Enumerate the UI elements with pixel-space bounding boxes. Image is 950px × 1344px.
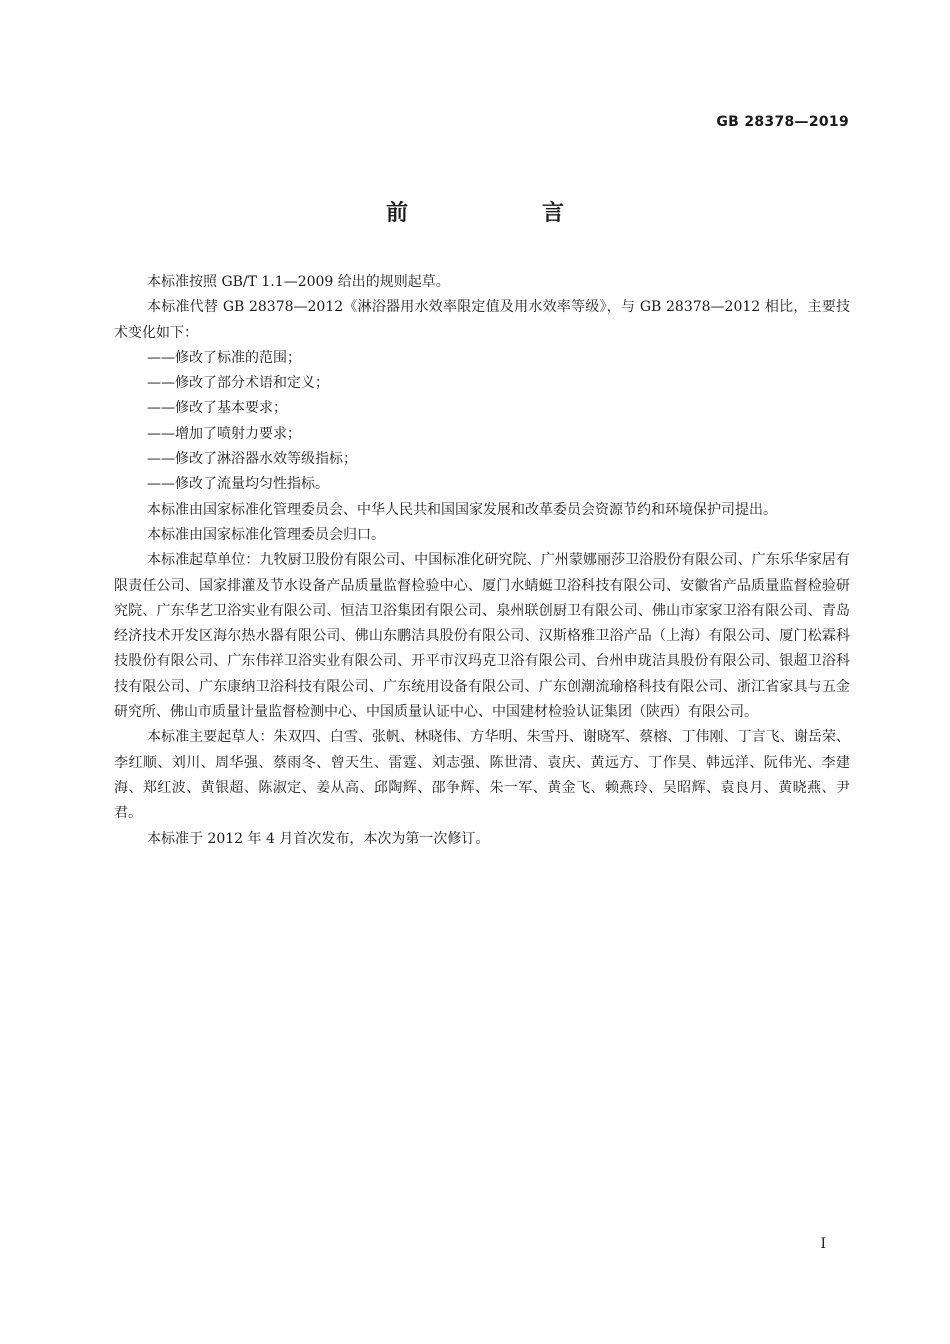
change-item-terms: ——修改了部分术语和定义； xyxy=(147,375,329,392)
change-item-efficiency-grades: ——修改了淋浴器水效等级指标； xyxy=(147,451,357,468)
paragraph-replaces: 本标准代替 GB 28378—2012《淋浴器用水效率限定值及用水效率等级》，与 GB 28378—2012 相比，主要技术变化如下： xyxy=(114,299,850,341)
change-item-flow-uniformity: ——修改了流量均匀性指标。 xyxy=(147,476,329,493)
foreword-content xyxy=(114,270,850,852)
page-title: 前 言 xyxy=(385,201,620,226)
page-number: I xyxy=(820,1236,826,1252)
paragraph-drafters: 本标准主要起草人：朱双四、白雪、张帆、林晓伟、方华明、朱雪丹、谢晓军、蔡榕、丁伟刚、丁言飞、谢岳荣、李红顺、刘川、周华强、蔡雨冬、曾天生、雷霆、刘志强、陈世清、袁庆、黄远方、丁作昊、韩远洋、阮伟光、李建海、郑红波、黄银超、陈淑定、姜从高、邱陶辉、邵争辉、朱一军、黄金飞、赖燕玲、吴昭辉、袁良月、黄晓燕、尹君。 xyxy=(114,729,850,822)
paragraph-drafting-units: 本标准起草单位：九牧厨卫股份有限公司、中国标准化研究院、广州蒙娜丽莎卫浴股份有限公司、广东乐华家居有限责任公司、国家排灌及节水设备产品质量监督检验中心、厦门水蜻蜓卫浴科技有限公司、安徽省产品质量监督检验研究院、广东华艺卫浴实业有限公司、恒洁卫浴集团有限公司、泉州联创厨卫有限公司、佛山市家家卫浴有限公司、青岛经济技术开发区海尔热水器有限公司、佛山东鹏洁具股份有限公司、汉斯格雅卫浴产品（上海）有限公司、厦门松霖科技股份有限公司、广东伟祥卫浴实业有限公司、开平市汉玛克卫浴有限公司、台州申珑洁具股份有限公司、银超卫浴科技有限公司、广东康纳卫浴科技有限公司、广东统用设备有限公司、广东创潮流瑜格科技有限公司、浙江省家具与五金研究所、佛山市质量计量监督检测中心、中国质量认证中心、中国建材检验认证集团（陕西）有限公司。 xyxy=(114,552,850,721)
standard-code: GB 28378—2019 xyxy=(716,114,849,130)
paragraph-proposed-by: 本标准由国家标准化管理委员会、中华人民共和国国家发展和改革委员会资源节约和环境保护司提出。 xyxy=(147,501,777,518)
change-item-scope: ——修改了标准的范围； xyxy=(147,349,301,366)
paragraph-centralized-by: 本标准由国家标准化管理委员会归口。 xyxy=(147,526,385,543)
paragraph-publication-history: 本标准于 2012 年 4 月首次发布，本次为第一次修订。 xyxy=(147,830,490,847)
paragraph-drafting-rules: 本标准按照 GB/T 1.1—2009 给出的规则起草。 xyxy=(147,274,450,290)
change-item-basic-requirements: ——修改了基本要求； xyxy=(147,400,287,417)
change-item-spray-force: ——增加了喷射力要求； xyxy=(147,425,301,442)
